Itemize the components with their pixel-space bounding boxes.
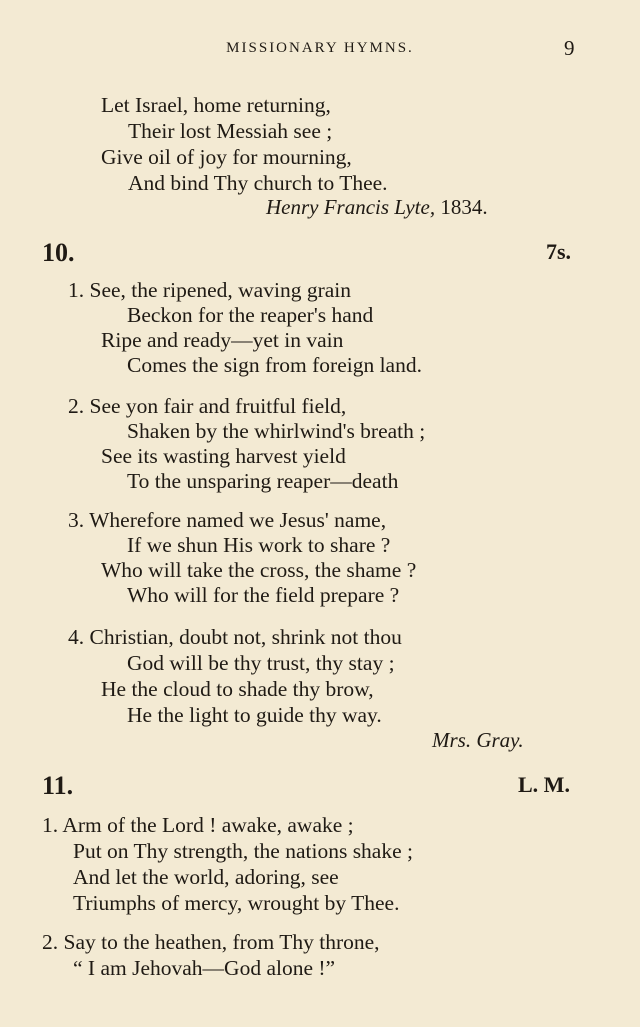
hymn-author: Mrs. Gray. (432, 728, 524, 752)
hymn-meter: L. M. (518, 772, 570, 797)
hymn-author (266, 195, 488, 220)
verse-line: God will be thy trust, thy stay ; (127, 651, 395, 675)
author-year: 1834. (440, 195, 488, 219)
verse-line: 3. Wherefore named we Jesus' name, (68, 508, 387, 532)
verse-line: 1. Arm of the Lord ! awake, awake ; (42, 813, 354, 837)
verse-line: See its wasting harvest yield (101, 444, 346, 468)
verse-line: Their lost Messiah see ; (128, 119, 333, 143)
verse-line: He the cloud to shade thy brow, (101, 677, 374, 701)
author-name: Henry Francis Lyte, (266, 195, 436, 219)
verse-line: And bind Thy church to Thee. (128, 171, 388, 195)
verse-line: Who will for the field prepare ? (127, 583, 400, 607)
hymn-number: 11. (42, 771, 74, 800)
verse-line: Shaken by the whirlwind's breath ; (127, 419, 426, 443)
verse-line: Give oil of joy for mourning, (101, 145, 352, 169)
verse-line: Comes the sign from foreign land. (127, 353, 422, 377)
verse-line: If we shun His work to share ? (127, 533, 391, 557)
verse-line: Put on Thy strength, the nations shake ; (73, 839, 413, 863)
verse-line: Who will take the cross, the shame ? (101, 558, 417, 582)
hymn-number: 10. (42, 238, 75, 267)
verse-line: 2. Say to the heathen, from Thy throne, (42, 930, 380, 954)
verse-line: And let the world, adoring, see (73, 865, 339, 889)
hymn-meter: 7s. (546, 239, 572, 264)
verse-line: Triumphs of mercy, wrought by Thee. (73, 891, 400, 915)
verse-line: To the unsparing reaper—death (127, 469, 399, 493)
header-title: MISSIONARY HYMNS. (226, 40, 414, 56)
verse-line: He the light to guide thy way. (127, 703, 382, 727)
verse-line: Ripe and ready—yet in vain (101, 328, 344, 352)
verse-line: Beckon for the reaper's hand (127, 303, 374, 327)
verse-line: 2. See yon fair and fruitful field, (68, 394, 347, 418)
verse-line: “ I am Jehovah—God alone !” (73, 956, 336, 980)
verse-line: Let Israel, home returning, (101, 93, 331, 117)
page-number: 9 (564, 36, 575, 60)
verse-line: 4. Christian, doubt not, shrink not thou (68, 625, 402, 649)
verse-line: 1. See, the ripened, waving grain (68, 278, 351, 302)
